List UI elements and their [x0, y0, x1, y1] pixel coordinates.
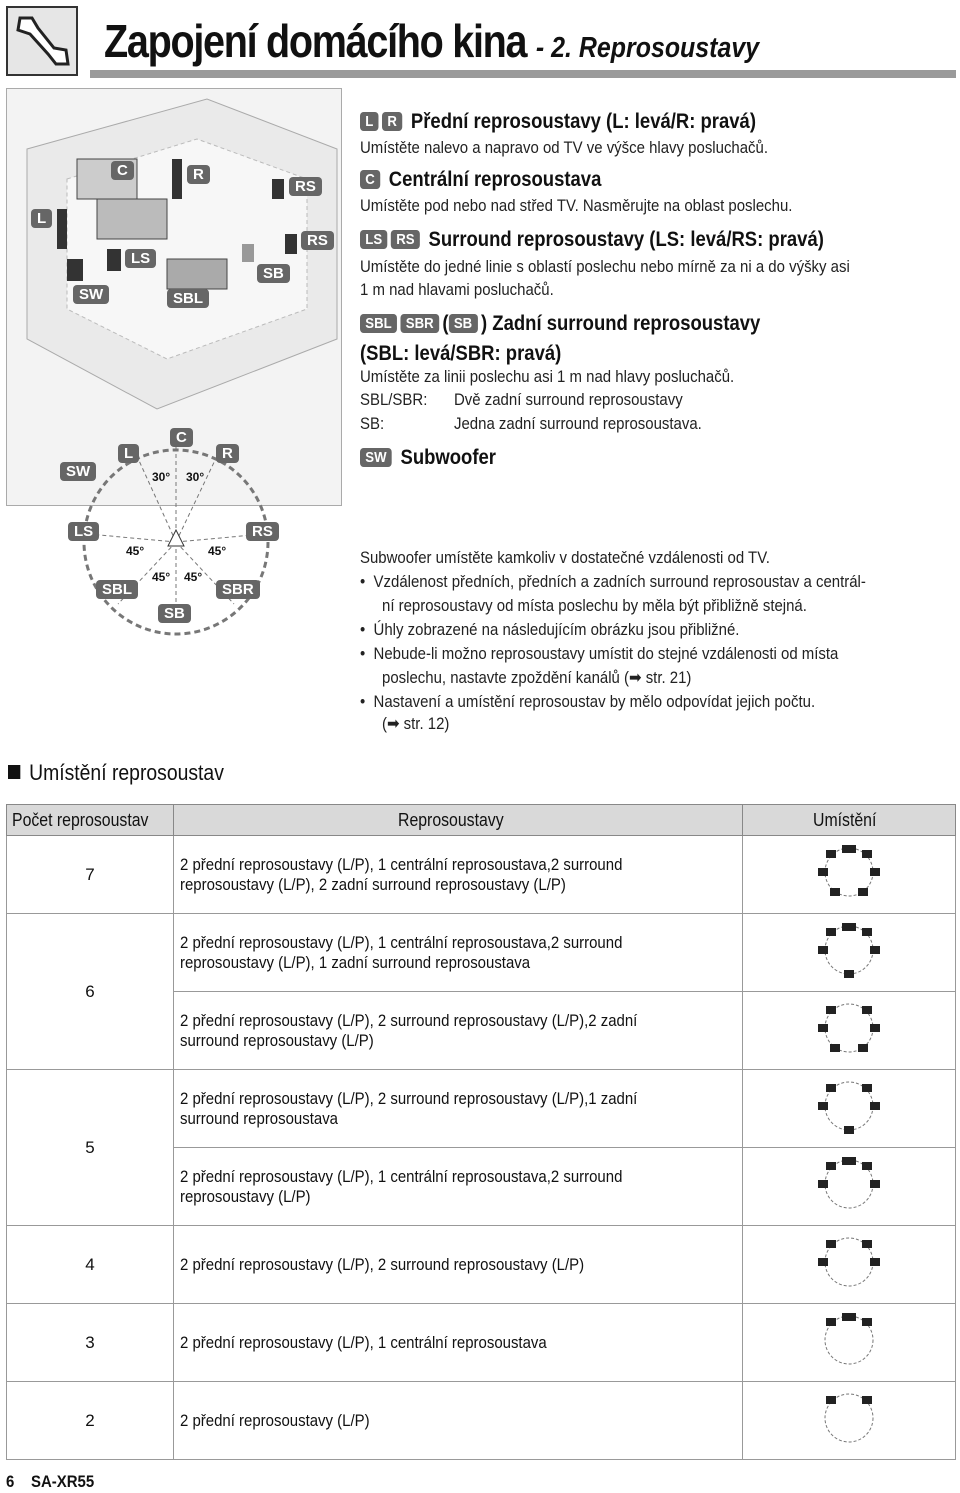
legend-front-heading: L R Přední reprosoustavy (L: levá/R: pravá)	[360, 110, 756, 134]
table-row	[7, 914, 956, 992]
room-tag-SB: SB	[257, 264, 290, 283]
diagram-tag-L: L	[118, 444, 139, 463]
tag-RS: RS	[391, 230, 420, 249]
placement-icon	[743, 914, 956, 992]
tag-LS: LS	[360, 230, 387, 249]
legend-sub-heading: SW Subwoofer	[360, 446, 496, 470]
cell-speakers: 2 přední reprosoustavy (L/P), 1 centrální reprosoustava,2 surround reprosoustavy (L/P)	[174, 1148, 743, 1226]
note-intro: Subwoofer umístěte kamkoliv v dostatečné vzdálenosti od TV.	[360, 548, 770, 567]
legend-center-heading: C Centrální reprosoustava	[360, 168, 601, 192]
cell-count: 5	[7, 1070, 174, 1226]
tag-SBR: SBR	[400, 314, 438, 333]
legend-back-heading: SBL SBR ( SB ) Zadní surround reprosoustavy	[360, 312, 760, 336]
legend-def-key-2: SB:	[360, 414, 385, 433]
legend-front-text: Umístěte nalevo a napravo od TV ve výšce hlavy posluchačů.	[360, 138, 769, 157]
legend-surround-heading: LS RS Surround reprosoustavy (LS: levá/RS: pravá)	[360, 228, 824, 252]
angle-label: 45°	[152, 570, 171, 584]
room-tag-LS: LS	[125, 249, 156, 268]
col-header-placement: Umístění	[743, 805, 956, 836]
tag-R: R	[382, 112, 402, 131]
title-rule	[90, 70, 956, 78]
cell-count: 2	[7, 1382, 174, 1460]
tag-L: L	[360, 112, 379, 131]
col-header-count: Počet reprosoustav	[7, 805, 174, 836]
cell-speakers: 2 přední reprosoustavy (L/P), 1 centrální reprosoustava	[174, 1304, 743, 1382]
cell-count: 6	[7, 914, 174, 1070]
tag-SB: SB	[449, 314, 478, 333]
cell-speakers: 2 přední reprosoustavy (L/P), 1 centrální reprosoustava,2 surround reprosoustavy (L/P), 2 zadní surround reprosoustavy (L/P)	[174, 836, 743, 914]
note-bullet-4-cont: (➡ str. 12)	[382, 714, 450, 733]
note-bullet-4: • Nastavení a umístění reprosoustav by mělo odpovídat jejich počtu.	[360, 692, 816, 711]
angle-label: 30°	[186, 470, 205, 484]
tag-SW: SW	[360, 448, 392, 467]
placement-icon	[743, 992, 956, 1070]
placement-icon	[743, 1148, 956, 1226]
legend-back-text: Umístěte za linii poslechu asi 1 m nad hlavy posluchačů.	[360, 367, 735, 386]
cell-count: 3	[7, 1304, 174, 1382]
page-number: 6	[6, 1472, 15, 1491]
note-bullet-2: • Úhly zobrazené na následujícím obrázku jsou přibližné.	[360, 620, 740, 639]
cell-speakers: 2 přední reprosoustavy (L/P), 2 surround reprosoustavy (L/P),1 zadní surround reprosoustava	[174, 1070, 743, 1148]
cell-speakers: 2 přední reprosoustavy (L/P), 2 surround reprosoustavy (L/P),2 zadní surround reprosoustavy (L/P)	[174, 992, 743, 1070]
title-subtitle: - 2. Reprosoustavy	[535, 32, 760, 64]
legend-def-val-1: Dvě zadní surround reprosoustavy	[454, 390, 683, 409]
legend-center-text: Umístěte pod nebo nad střed TV. Nasměrujte na oblast poslechu.	[360, 196, 793, 215]
angle-label: 30°	[152, 470, 171, 484]
placement-icon	[743, 1382, 956, 1460]
model-name: SA-XR55	[30, 1472, 95, 1491]
room-tag-L: L	[31, 209, 52, 228]
page-footer	[6, 1472, 94, 1492]
speaker-table	[6, 804, 956, 1460]
tag-C: C	[360, 170, 380, 189]
diagram-tag-RS: RS	[246, 522, 279, 541]
cell-count: 7	[7, 836, 174, 914]
table-row	[7, 1226, 956, 1304]
square-bullet-icon	[8, 765, 20, 779]
angle-label: 45°	[184, 570, 203, 584]
page-title	[104, 14, 759, 68]
angle-label: 45°	[126, 544, 145, 558]
table-header-row	[7, 805, 956, 836]
placement-icon	[743, 836, 956, 914]
cell-speakers: 2 přední reprosoustavy (L/P), 2 surround reprosoustavy (L/P)	[174, 1226, 743, 1304]
room-tag-C: C	[111, 161, 134, 180]
room-tag-SW: SW	[73, 285, 109, 304]
note-bullet-1: • Vzdálenost předních, předních a zadních surround reprosoustav a centrál-	[360, 572, 866, 591]
diagram-tag-SBR: SBR	[216, 580, 260, 599]
legend-surround-text-2: 1 m nad hlavami posluchačů.	[360, 280, 554, 299]
legend-def-val-2: Jedna zadní surround reprosoustava.	[454, 414, 702, 433]
note-bullet-3: • Nebude-li možno reprosoustavy umístit do stejné vzdálenosti od místa	[360, 644, 839, 663]
diagram-tag-C: C	[170, 428, 193, 447]
room-tag-R: R	[187, 165, 210, 184]
table-row	[7, 836, 956, 914]
legend-surround-text-1: Umístěte do jedné linie s oblastí poslechu nebo mírně za ni a do výšky asi	[360, 257, 850, 276]
legend-def-key-1: SBL/SBR:	[360, 390, 428, 409]
table-row	[7, 1304, 956, 1382]
cell-speakers: 2 přední reprosoustavy (L/P), 1 centrální reprosoustava,2 surround reprosoustavy (L/P), 1 zadní surround reprosoustava	[174, 914, 743, 992]
cell-count: 4	[7, 1226, 174, 1304]
diagram-tag-SW: SW	[60, 462, 96, 481]
wrench-logo-icon	[6, 6, 78, 76]
angle-label: 45°	[208, 544, 227, 558]
section-title: Umístění reprosoustav	[8, 760, 224, 786]
table-row	[7, 1070, 956, 1148]
legend-back-heading-2: (SBL: levá/SBR: pravá)	[360, 342, 562, 365]
room-tag-SBL: SBL	[167, 289, 209, 308]
room-tag-RS-2: RS	[301, 231, 334, 250]
cell-speakers: 2 přední reprosoustavy (L/P)	[174, 1382, 743, 1460]
col-header-speakers: Reprosoustavy	[174, 805, 743, 836]
diagram-tag-LS: LS	[68, 522, 99, 541]
note-bullet-1-cont: ní reprosoustavy od místa poslechu by měla být přibližně stejná.	[382, 596, 807, 615]
table-row	[7, 1382, 956, 1460]
diagram-tag-SB: SB	[158, 604, 191, 623]
diagram-tag-SBL: SBL	[96, 580, 138, 599]
placement-circle-diagram	[48, 424, 298, 644]
placement-icon	[743, 1304, 956, 1382]
tag-SBL: SBL	[360, 314, 397, 333]
placement-icon	[743, 1070, 956, 1148]
placement-icon	[743, 1226, 956, 1304]
title-main: Zapojení domácího kina	[104, 15, 527, 67]
room-tag-RS-1: RS	[289, 177, 322, 196]
diagram-tag-R: R	[216, 444, 239, 463]
note-bullet-3-cont: poslechu, nastavte zpoždění kanálů (➡ str. 21)	[382, 668, 692, 687]
